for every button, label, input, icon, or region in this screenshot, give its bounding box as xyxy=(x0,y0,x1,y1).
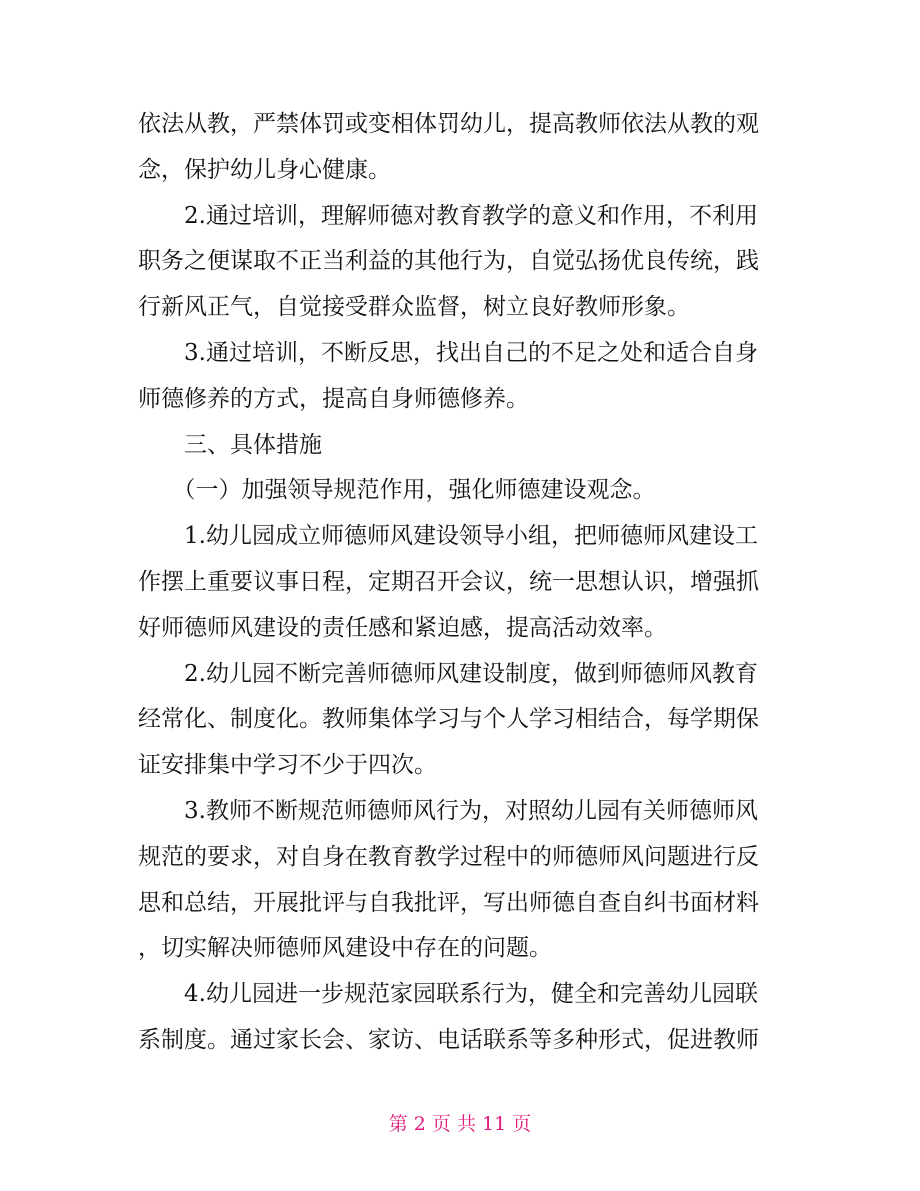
subsection-heading: （一）加强领导规范作用，强化师德建设观念。 xyxy=(138,477,656,504)
text-line: 依法从教，严禁体罚或变相体罚幼儿，提高教师依法从教的观 xyxy=(138,111,759,137)
text-line: 4.幼儿园进一步规范家园联系行为，健全和完善幼儿园联 xyxy=(138,981,758,1008)
text-line: 念，保护幼儿身心健康。 xyxy=(138,156,391,183)
section-heading: 三、具体措施 xyxy=(138,431,322,458)
text-line: 师德修养的方式，提高自身师德修养。 xyxy=(138,385,529,412)
text-line: 2.通过培训，理解师德对教育教学的意义和作用，不利用 xyxy=(138,202,758,229)
text-line: 作摆上重要议事日程，定期召开会议，统一思想认识，增强抓 xyxy=(138,568,759,595)
text-line: 规范的要求，对自身在教育教学过程中的师德师风问题进行反 xyxy=(138,843,759,870)
text-line: 3.通过培训，不断反思，找出自己的不足之处和适合自身 xyxy=(138,339,758,366)
text-line: 2.幼儿园不断完善师德师风建设制度，做到师德师风教育 xyxy=(138,660,758,687)
page-number-footer: 第 2 页 共 11 页 xyxy=(388,1113,532,1135)
document-body xyxy=(138,102,800,1064)
text-line: 1.幼儿园成立师德师风建设领导小组，把师德师风建设工 xyxy=(138,523,758,550)
text-line: 职务之便谋取不正当利益的其他行为，自觉弘扬优良传统，践 xyxy=(138,248,759,275)
text-line: 系制度。通过家长会、家访、电话联系等多种形式，促进教师 xyxy=(138,1026,759,1053)
text-line: 好师德师风建设的责任感和紧迫感，提高活动效率。 xyxy=(138,614,667,641)
text-line: 经常化、制度化。教师集体学习与个人学习相结合，每学期保 xyxy=(138,706,759,733)
text-line: 思和总结，开展批评与自我批评，写出师德自查自纠书面材料 xyxy=(138,889,759,916)
text-line: ，切实解决师德师风建设中存在的问题。 xyxy=(138,935,552,962)
text-line: 行新风正气，自觉接受群众监督，树立良好教师形象。 xyxy=(138,294,690,321)
text-line: 证安排集中学习不少于四次。 xyxy=(138,752,437,779)
text-line: 3.教师不断规范师德师风行为，对照幼儿园有关师德师风 xyxy=(138,797,758,824)
